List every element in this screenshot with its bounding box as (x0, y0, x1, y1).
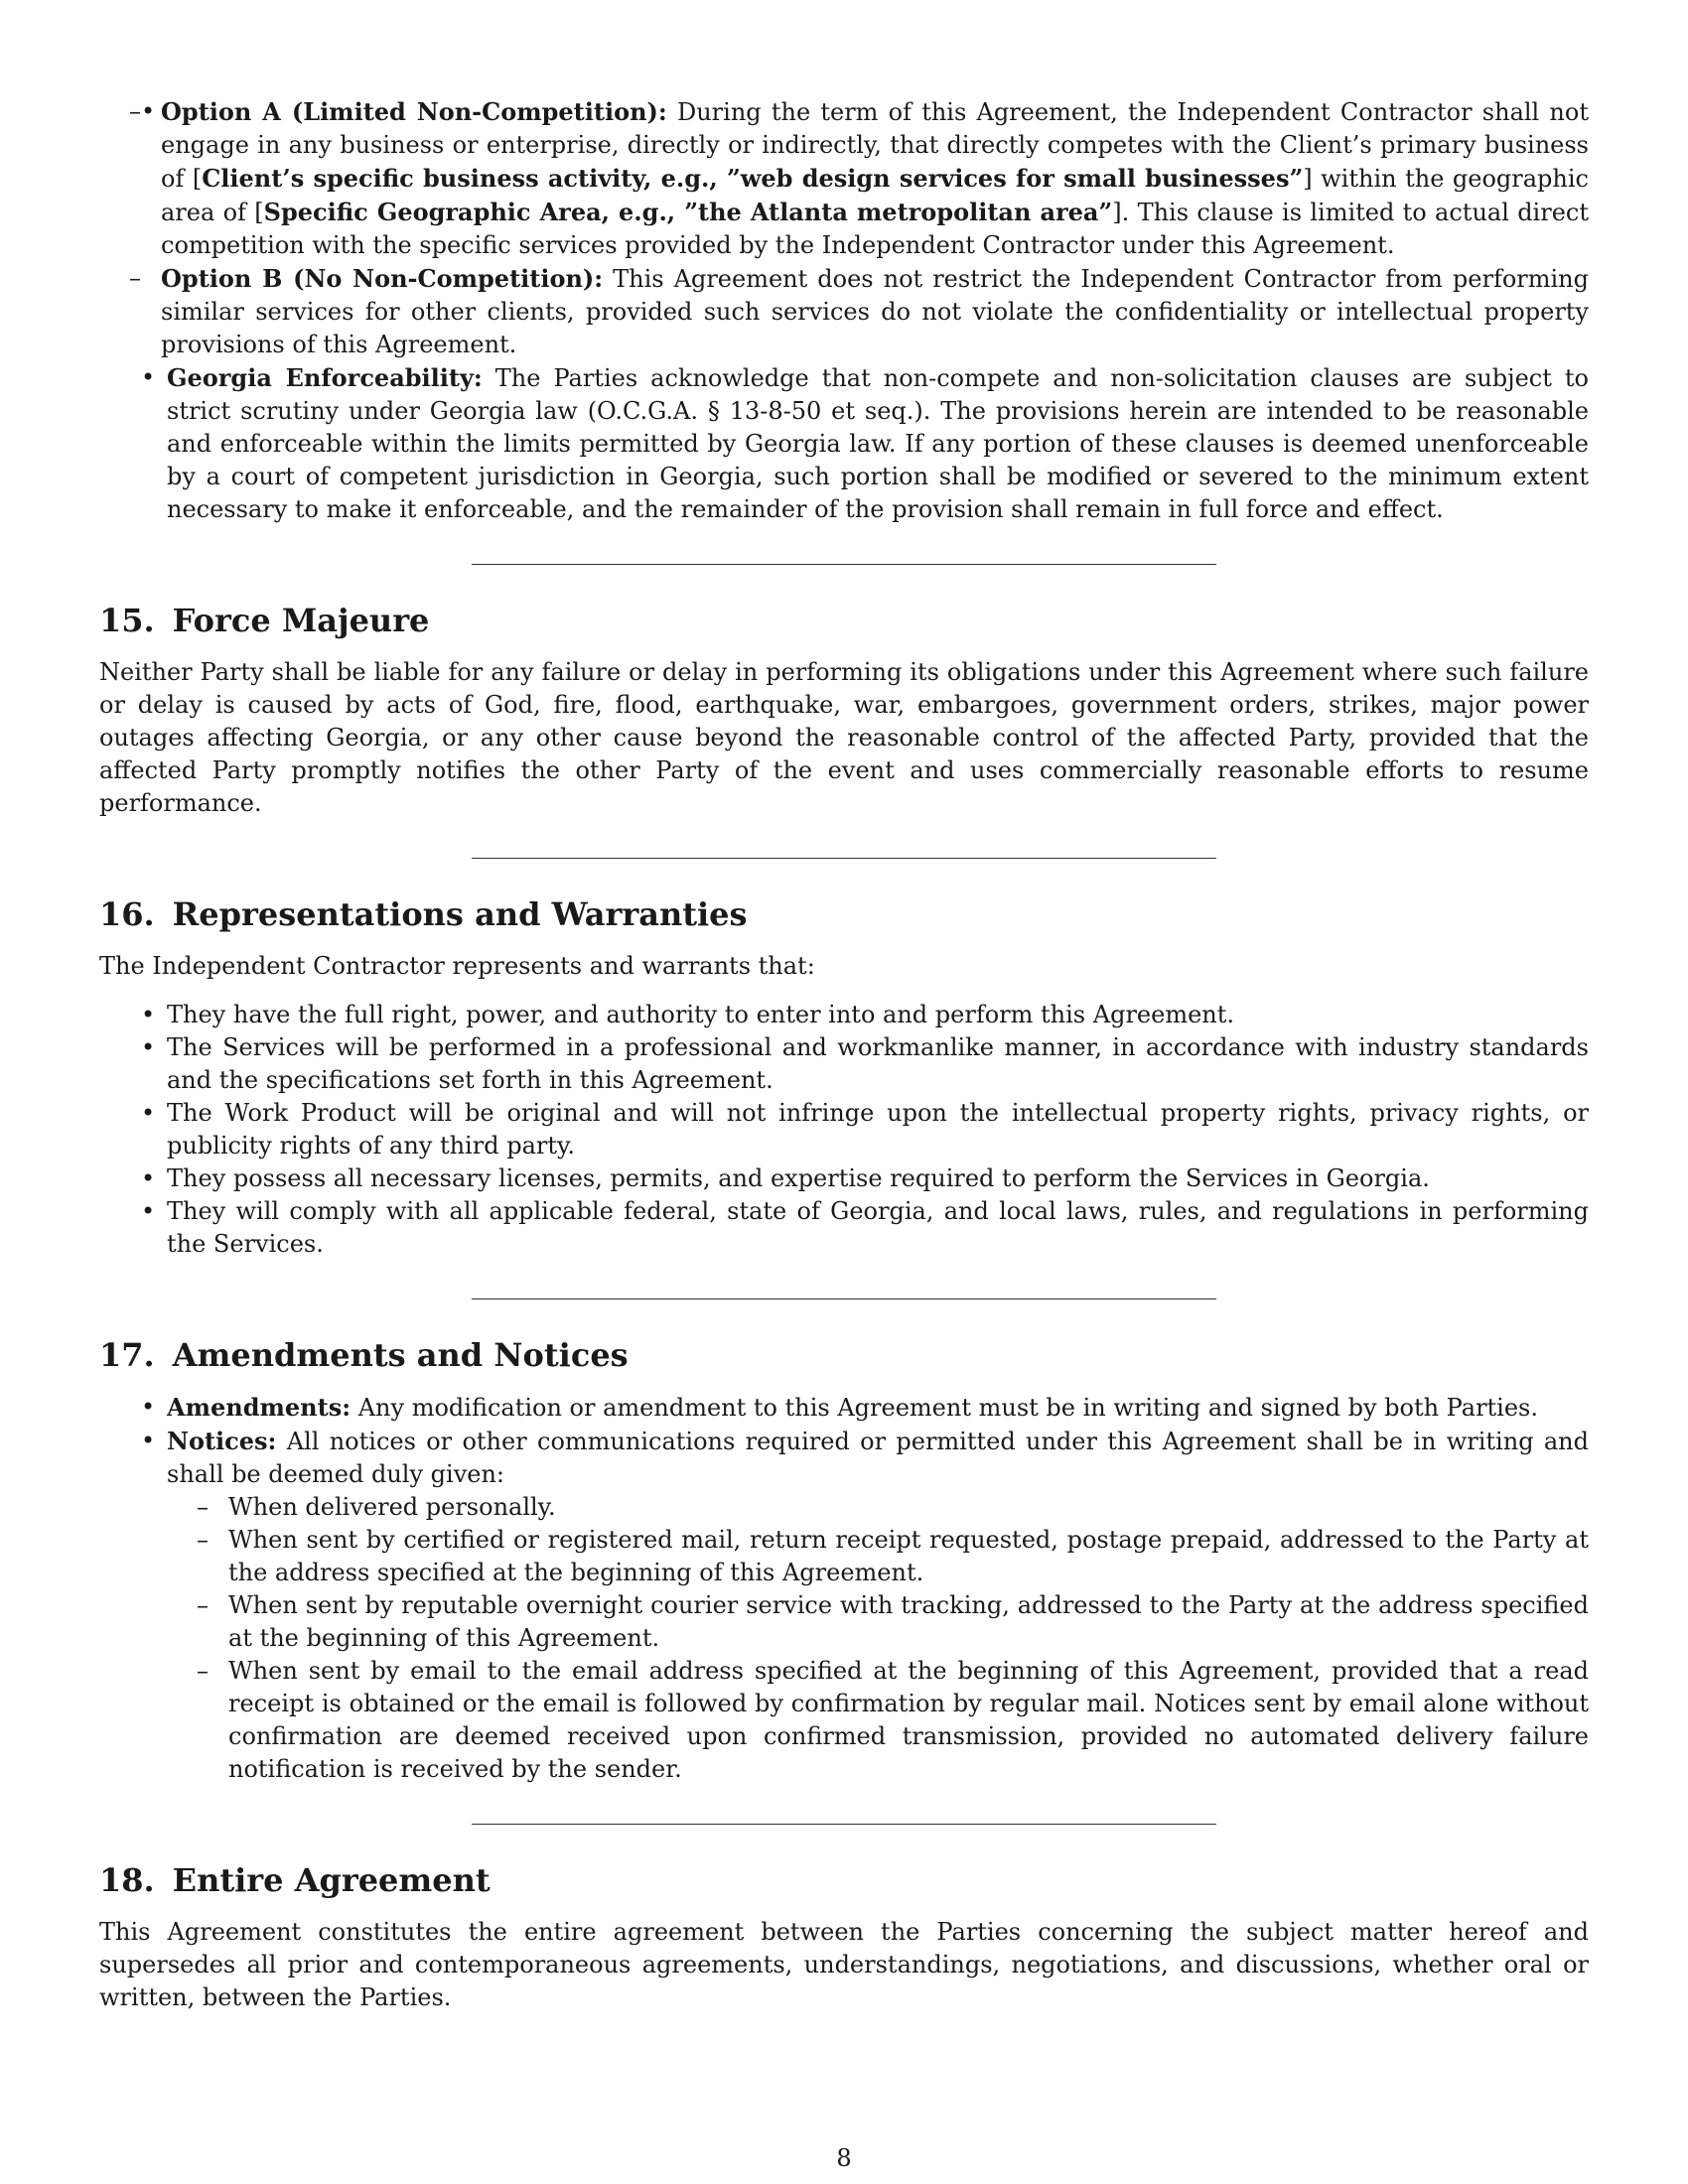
section-body-15: Neither Party shall be liable for any failure or delay in performing its obligations under this Agreement where such failure or delay is caused by acts of God, fire, flood, earthquake, war, embargoes, government orders, strikes, major power outages affecting Georgia, or any other cause beyond the reasonable control of the affected Party, provided that the affected Party promptly notifies the other Party of the event and uses commercially reasonable efforts to resume performance. (99, 658, 1589, 817)
section-divider (472, 564, 1216, 565)
option-sublist (99, 95, 1589, 361)
section-heading-16: 16. Representations and Warranties (99, 895, 748, 933)
list-item (99, 95, 1589, 361)
list-item: • They have the full right, power, and authority to enter into and perform this Agreement. (99, 999, 1589, 1031)
georgia-label: Georgia Enforceability: (167, 363, 483, 392)
option-b-label: Option B (No Non-Competition): (161, 264, 604, 293)
page-number: 8 (836, 2144, 852, 2172)
list-item-georgia-enforceability: • Georgia Enforceability: The Parties acknowledge that non-compete and non-solicitation clauses are subject to strict scrutiny under Georgia law (O.C.G.A. § 13-8-50 et seq.). The provisions herein are intended to be reasonable and enforceable within the limits permitted by Georgia law. If any portion of these clauses is deemed unenforceable by a court of competent jurisdiction in Georgia, such portion shall be modified or severed to the minimum extent necessary to make it enforceable, and the remainder of the provision shall remain in full force and effect. (99, 361, 1589, 526)
list-item: • The Services will be performed in a professional and workmanlike manner, in accordance with industry standards and the specifications set forth in this Agreement. (99, 1031, 1589, 1097)
list-item: – When delivered personally. (167, 1491, 1589, 1524)
list-item-option-a: – • Option A (Limited Non-Competition): During the term of this Agreement, the Independent Contractor shall not engage in any business or enterprise, directly or indirectly, that directly competes with the Client’s primary business of [Client’s specific business activity, e.g., ”web design services for small businesses”] within the geographic area of [Specific Geographic Area, e.g., ”the Atlanta metropolitan area”]. This clause is limited to actual direct competition with the specific services provided by the Independent Contractor under this Agreement. (99, 95, 1589, 262)
list-item: • The Work Product will be original and will not infringe upon the intellectual property rights, privacy rights, or publicity rights of any third party. (99, 1097, 1589, 1162)
list-item: • They possess all necessary licenses, permits, and expertise required to perform the Services in Georgia. (99, 1162, 1589, 1195)
option-a-label: Option A (Limited Non-Competition): (161, 97, 667, 126)
section-body-18: This Agreement constitutes the entire agreement between the Parties concerning the subject matter hereof and supersedes all prior and contemporaneous agreements, understandings, negotiations, and discussions, whether oral or written, between the Parties. (99, 1918, 1589, 2011)
section-intro-16: The Independent Contractor represents and warrants that: (99, 952, 815, 980)
section-heading-18: 18. Entire Agreement (99, 1861, 491, 1899)
continued-list (99, 95, 1589, 526)
section-heading-17: 17. Amendments and Notices (99, 1336, 629, 1374)
notices-sublist (99, 1491, 1589, 1786)
list-item: – When sent by reputable overnight courier service with tracking, addressed to the Party at the address specified at the beginning of this Agreement. (167, 1589, 1589, 1655)
warranties-list (99, 999, 1589, 1261)
section-divider (472, 1824, 1216, 1825)
list-item: • They will comply with all applicable federal, state of Georgia, and local laws, rules, and regulations in performing the Services. (99, 1195, 1589, 1261)
list-item-option-b: – Option B (No Non-Competition): This Agreement does not restrict the Independent Contractor from performing similar services for other clients, provided such services do not violate the confidentiality or intellectual property provisions of this Agreement. (99, 262, 1589, 361)
section-divider (472, 858, 1216, 859)
section-divider (472, 1298, 1216, 1299)
amendments-list (99, 1391, 1589, 1786)
list-item-amendments: • Amendments: Any modification or amendment to this Agreement must be in writing and signed by both Parties. (99, 1391, 1589, 1425)
list-item: – When sent by certified or registered mail, return receipt requested, postage prepaid, addressed to the Party at the address specified at the beginning of this Agreement. (167, 1524, 1589, 1589)
document-page (99, 95, 1589, 2014)
list-item-notices: • Notices: All notices or other communications required or permitted under this Agreement shall be in writing and shall be deemed duly given: – When delivered personally. – When sent by certified or registered mail, return receipt requested, postage prepaid, addressed to the Party at the address specified at the beginning of this Agreement. – When sent by reputable overnight courier service with tracking, addressed to the Party at the address specified at the beginning of this Agreement. – When sent by email to the email address specified at the beginning of this Agreement, provided that a read receipt is obtained or the email is followed by confirmation by regular mail. Notices sent by email alone without confirmation are deemed received upon confirmed transmission, provided no automated delivery failure notification is received by the sender. (99, 1425, 1589, 1786)
section-heading-15: 15. Force Majeure (99, 602, 430, 639)
list-item: – When sent by email to the email address specified at the beginning of this Agreement, provided that a read receipt is obtained or the email is followed by confirmation by regular mail. Notices sent by email alone without confirmation are deemed received upon confirmed transmission, provided no automated delivery failure notification is received by the sender. (167, 1655, 1589, 1786)
